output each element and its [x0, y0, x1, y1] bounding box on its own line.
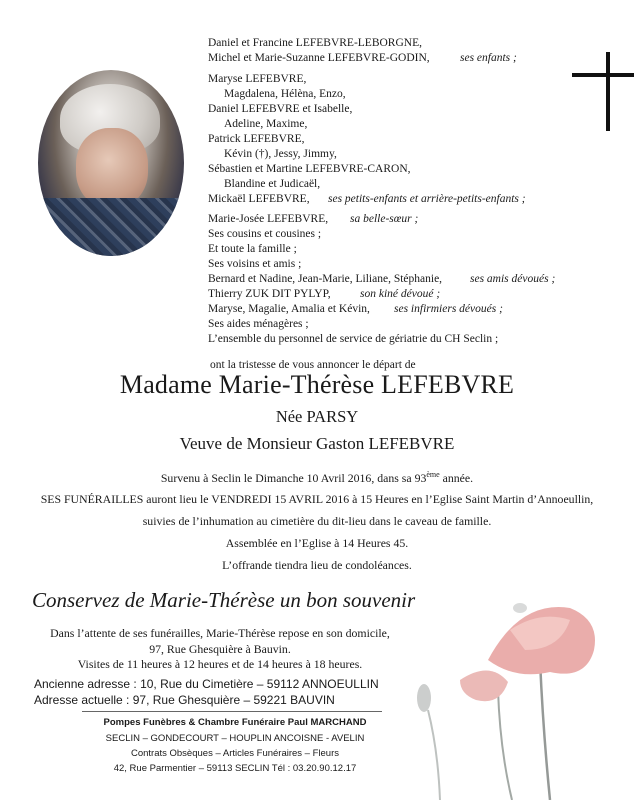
- family-line: Kévin (†), Jessy, Jimmy,: [224, 148, 337, 160]
- deceased-name: Madame Marie-Thérèse LEFEBVRE: [119, 370, 515, 399]
- survenu-main: Survenu à Seclin le Dimanche 10 Avril 2016, dans sa 93: [160, 470, 427, 485]
- survenu-sup: ème: [426, 470, 440, 479]
- family-line: Ses cousins et cousines ;: [208, 228, 322, 240]
- family-line: Maryse LEFEBVRE,: [208, 73, 307, 85]
- cross-icon-bar: [572, 73, 634, 77]
- souvenir-heading: Conservez de Marie-Thérèse un bon souvenir: [32, 588, 416, 612]
- family-tag: ses amis dévoués ;: [470, 273, 556, 285]
- family-line: Mickaël LEFEBVRE,: [208, 193, 310, 205]
- divider: [82, 711, 382, 712]
- inhumation-text: suivies de l’inhumation au cimetière du dit-lieu dans le caveau de famille.: [142, 514, 492, 528]
- announce-text: ont la tristesse de vous annoncer le départ de: [210, 359, 416, 371]
- cross-icon: [606, 52, 610, 131]
- portrait-face: [76, 128, 148, 208]
- family-line: L’ensemble du personnel de service de gériatrie du CH Seclin ;: [208, 333, 499, 345]
- family-line: Daniel LEFEBVRE et Isabelle,: [208, 103, 353, 115]
- survenu-end: année.: [439, 470, 474, 485]
- family-line: Daniel et Francine LEFEBVRE-LEBORGNE,: [208, 37, 422, 49]
- poppy-illustration: [400, 590, 634, 800]
- family-line: Maryse, Magalie, Amalia et Kévin,: [208, 303, 370, 315]
- family-tag: son kiné dévoué ;: [360, 288, 441, 300]
- funerailles-text: SES FUNÉRAILLES auront lieu le VENDREDI 15 AVRIL 2016 à 15 Heures en l’Eglise Saint Martin d’Annoeullin,: [40, 492, 594, 506]
- family-line: Ses aides ménagères ;: [208, 318, 309, 330]
- family-tag: ses infirmiers dévoués ;: [394, 303, 503, 315]
- repose-line-3: Visites de 11 heures à 12 heures et de 14 heures à 18 heures.: [77, 657, 363, 671]
- family-tag: ses enfants ;: [460, 52, 517, 64]
- family-tag: ses petits-enfants et arrière-petits-enfants ;: [328, 193, 526, 205]
- current-address: Adresse actuelle : 97, Rue Ghesquière – 59221 BAUVIN: [34, 693, 335, 707]
- pf-address: 42, Rue Parmentier – 59113 SECLIN Tél : 03.20.90.12.17: [113, 763, 357, 774]
- family-line: Patrick LEFEBVRE,: [208, 133, 305, 145]
- family-line: Marie-Josée LEFEBVRE,: [208, 213, 329, 225]
- pf-services: Contrats Obsèques – Articles Funéraires – Fleurs: [130, 748, 340, 759]
- family-line: Bernard et Nadine, Jean-Marie, Liliane, Stéphanie,: [208, 273, 443, 285]
- portrait-coat: [38, 198, 184, 256]
- old-address: Ancienne adresse : 10, Rue du Cimetière – 59112 ANNOEULLIN: [34, 677, 379, 691]
- offrande-text: L’offrande tiendra lieu de condoléances.: [222, 558, 412, 572]
- family-line: Blandine et Judicaël,: [224, 178, 321, 190]
- family-line: Michel et Marie-Suzanne LEFEBVRE-GODIN,: [208, 52, 430, 64]
- portrait-photo: [38, 70, 184, 256]
- family-line: Sébastien et Martine LEFEBVRE-CARON,: [208, 163, 411, 175]
- family-line: Adeline, Maxime,: [224, 118, 308, 130]
- family-line: Ses voisins et amis ;: [208, 258, 302, 270]
- repose-line-2: 97, Rue Ghesquière à Bauvin.: [149, 642, 291, 656]
- assemblee-text: Assemblée en l’Eglise à 14 Heures 45.: [225, 536, 409, 550]
- family-line: Et toute la famille ;: [208, 243, 297, 255]
- family-line: Magdalena, Hélèna, Enzo,: [224, 88, 346, 100]
- maiden-name: Née PARSY: [275, 407, 359, 426]
- family-tag: sa belle-sœur ;: [350, 213, 419, 225]
- repose-line-1: Dans l’attente de ses funérailles, Marie-Thérèse repose en son domicile,: [50, 626, 390, 640]
- survenu-text: [0, 470, 634, 486]
- family-line: Thierry ZUK DIT PYLYP,: [208, 288, 331, 300]
- pf-name: Pompes Funèbres & Chambre Funéraire Paul MARCHAND: [103, 717, 367, 728]
- widow-of: Veuve de Monsieur Gaston LEFEBVRE: [179, 434, 455, 453]
- pf-towns: SECLIN – GONDECOURT – HOUPLIN ANCOISNE - AVELIN: [105, 733, 365, 744]
